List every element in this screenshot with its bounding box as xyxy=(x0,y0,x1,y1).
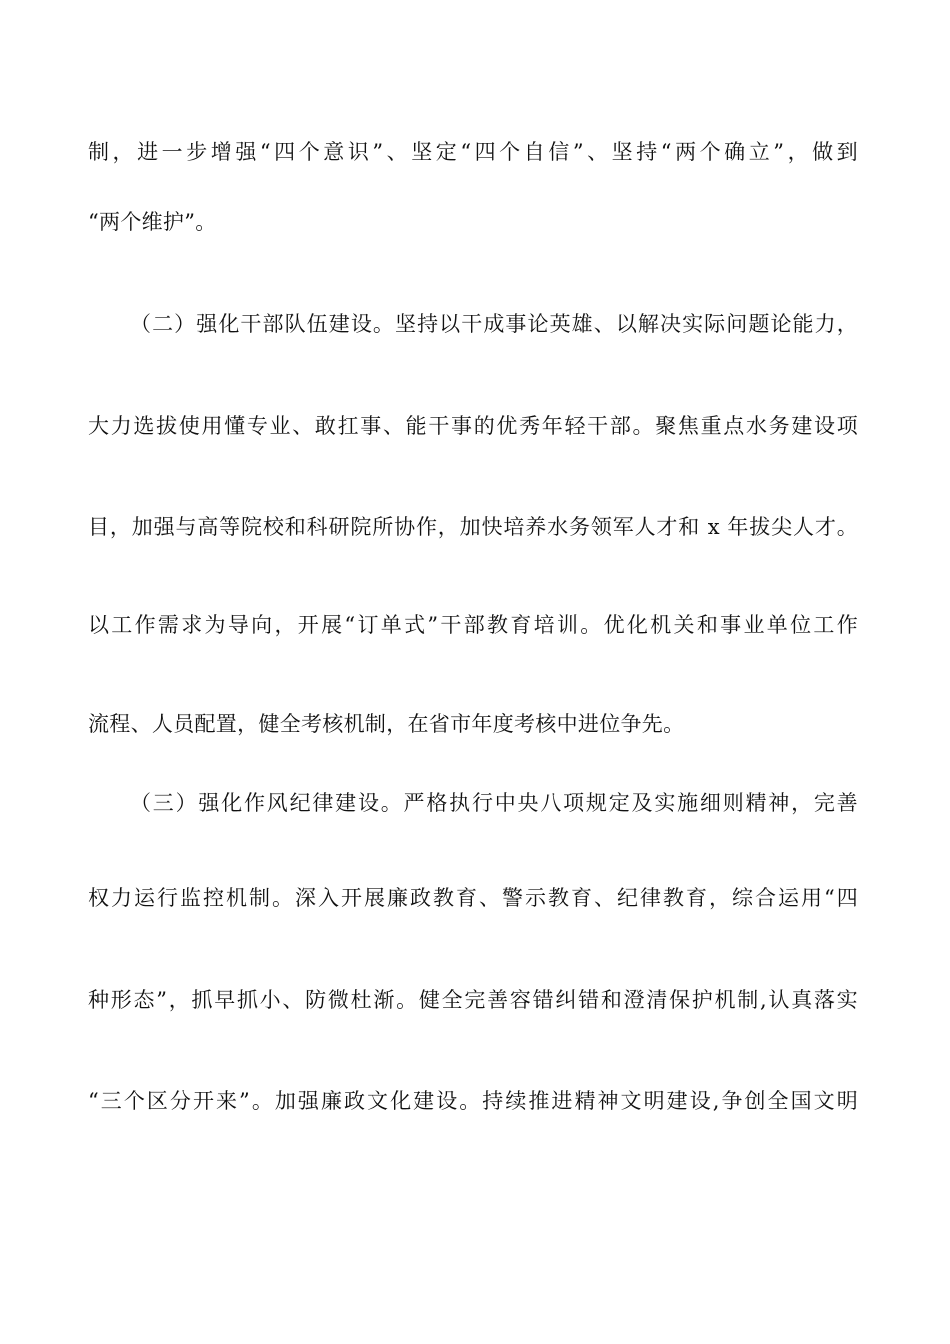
paragraph-line: 以工作需求为导向，开展“订单式”干部教育培训。优化机关和事业单位工作 xyxy=(88,613,858,637)
paragraph-line: （二）强化干部队伍建设。坚持以干成事论英雄、以解决实际问题论能力， xyxy=(130,312,858,336)
paragraph-line: 种形态”，抓早抓小、防微杜渐。健全完善容错纠错和澄清保护机制,认真落实 xyxy=(88,988,858,1012)
paragraph-line: 流程、人员配置，健全考核机制，在省市年度考核中进位争先。 xyxy=(88,712,685,736)
paragraph-line: 制，进一步增强“四个意识”、坚定“四个自信”、坚持“两个确立”，做到 xyxy=(88,140,858,164)
paragraph-line: 权力运行监控机制。深入开展廉政教育、警示教育、纪律教育，综合运用“四 xyxy=(88,886,858,910)
paragraph-line: （三）强化作风纪律建设。严格执行中央八项规定及实施细则精神，完善 xyxy=(130,791,858,815)
paragraph-line: 大力选拔使用懂专业、敢扛事、能干事的优秀年轻干部。聚焦重点水务建设项 xyxy=(88,414,858,438)
paragraph-line: “三个区分开来”。加强廉政文化建设。持续推进精神文明建设,争创全国文明 xyxy=(88,1089,858,1113)
paragraph-line: 目，加强与高等院校和科研院所协作，加快培养水务领军人才和 x 年拔尖人才。 xyxy=(88,515,858,539)
paragraph-line: “两个维护”。 xyxy=(88,210,217,234)
